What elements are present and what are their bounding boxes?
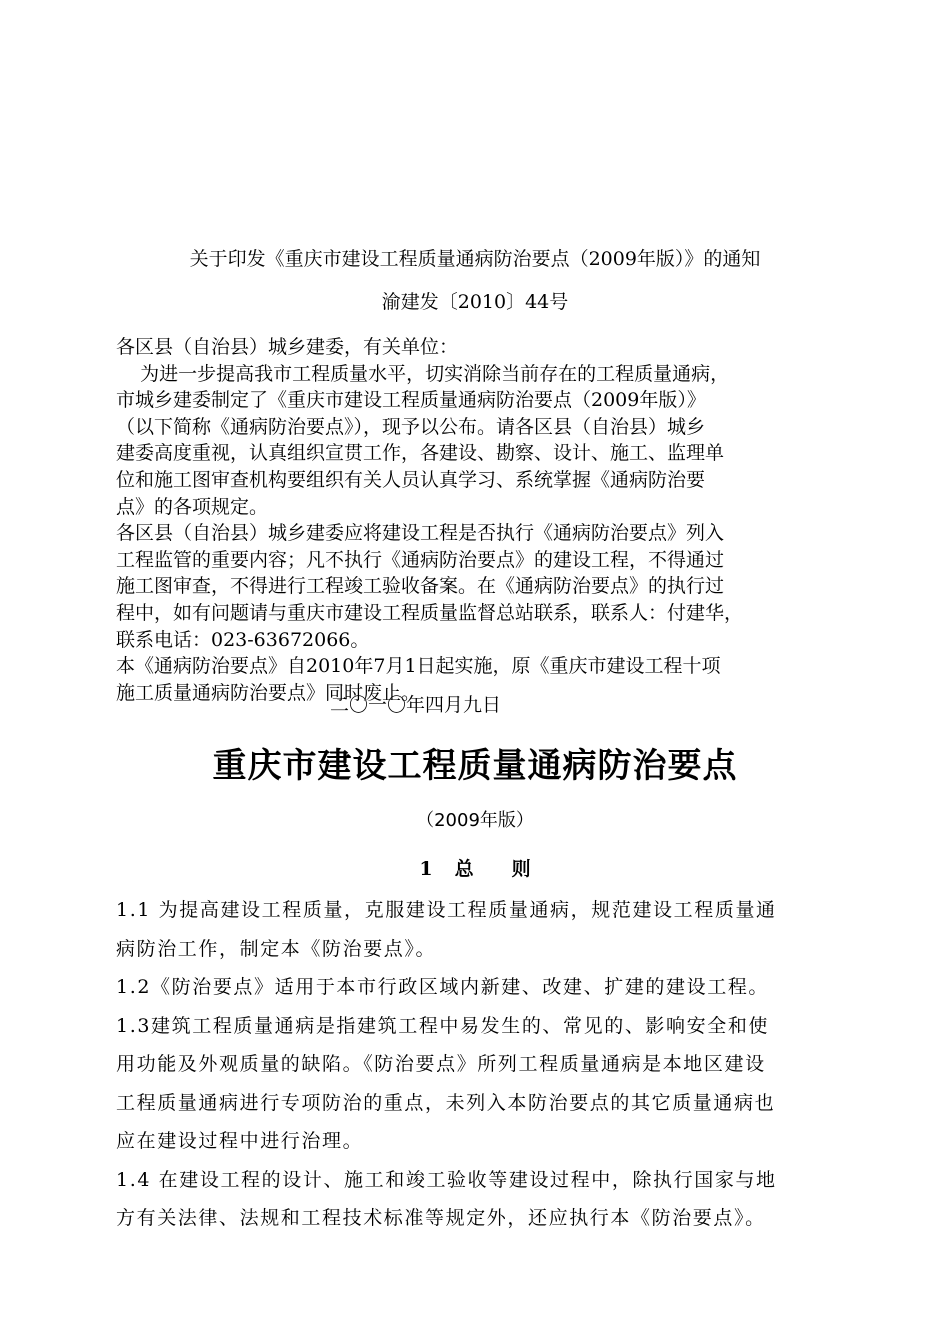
notice-line: 位和施工图审查机构要组织有关人员认真学习、系统掌握《通病防治要 bbox=[116, 468, 706, 491]
notice-line: 程中，如有问题请与重庆市建设工程质量监督总站联系，联系人：付建华， bbox=[116, 601, 744, 624]
body-line: 病防治工作，制定本《防治要点》。 bbox=[116, 937, 437, 960]
notice-line: （以下简称《通病防治要点》），现予以公布。请各区县（自治县）城乡 bbox=[116, 415, 706, 438]
body-line: 1.3建筑工程质量通病是指建筑工程中易发生的、常见的、影响安全和使 bbox=[116, 1014, 770, 1037]
notice-line: 各区县（自治县）城乡建委，有关单位： bbox=[116, 336, 459, 358]
notice-line: 施工图审查，不得进行工程竣工验收备案。在《通病防治要点》的执行过 bbox=[116, 575, 725, 598]
notice-line: 建委高度重视，认真组织宣贯工作，各建设、勘察、设计、施工、监理单 bbox=[116, 442, 725, 465]
body-line: 用功能及外观质量的缺陷。《防治要点》所列工程质量通病是本地区建设 bbox=[116, 1053, 766, 1075]
notice-line: 各区县（自治县）城乡建委应将建设工程是否执行《通病防治要点》列入 bbox=[116, 522, 725, 545]
chapter-word: 则 bbox=[511, 858, 531, 880]
notice-title: 关于印发《重庆市建设工程质量通病防治要点（2009年版）》的通知 bbox=[189, 248, 761, 270]
notice-line: 施工质量通病防治要点》同时废止。 bbox=[116, 681, 421, 704]
body-line: 方有关法律、法规和工程技术标准等规定外，还应执行本《防治要点》。 bbox=[116, 1207, 766, 1229]
body-line: 1.1 为提高建设工程质量，克服建设工程质量通病，规范建设工程质量通 bbox=[116, 899, 777, 921]
chapter-word: 总 bbox=[454, 858, 474, 880]
body-line: 1.4 在建设工程的设计、施工和竣工验收等建设过程中，除执行国家与地 bbox=[116, 1168, 777, 1191]
notice-date: 二〇一〇年四月九日 bbox=[330, 694, 502, 716]
chapter-body bbox=[116, 891, 856, 1238]
notice-line: 工程监管的重要内容；凡不执行《通病防治要点》的建设工程，不得通过 bbox=[116, 548, 725, 571]
body-line: 应在建设过程中进行治理。 bbox=[116, 1130, 364, 1152]
notice-line: 为进一步提高我市工程质量水平，切实消除当前存在的工程质量通病， bbox=[116, 362, 730, 385]
body-line: 工程质量通病进行专项防治的重点，未列入本防治要点的其它质量通病也 bbox=[116, 1091, 776, 1114]
notice-line: 点》的各项规定。 bbox=[116, 495, 269, 518]
document-number: 渝建发〔2010〕44号 bbox=[381, 291, 569, 313]
document-edition: （2009年版） bbox=[416, 810, 534, 831]
document-title: 重庆市建设工程质量通病防治要点 bbox=[212, 746, 738, 786]
body-line: 1.2《防治要点》适用于本市行政区域内新建、改建、扩建的建设工程。 bbox=[116, 976, 770, 998]
notice-line: 市城乡建委制定了《重庆市建设工程质量通病防治要点（2009年版）》 bbox=[116, 389, 706, 412]
chapter-heading bbox=[0, 856, 950, 882]
notice-body bbox=[116, 334, 856, 706]
chapter-number: 1 bbox=[419, 858, 433, 880]
notice-line: 联系电话：023-63672066。 bbox=[116, 628, 370, 651]
notice-line: 本《通病防治要点》自2010年7月1日起实施，原《重庆市建设工程十项 bbox=[116, 655, 721, 678]
